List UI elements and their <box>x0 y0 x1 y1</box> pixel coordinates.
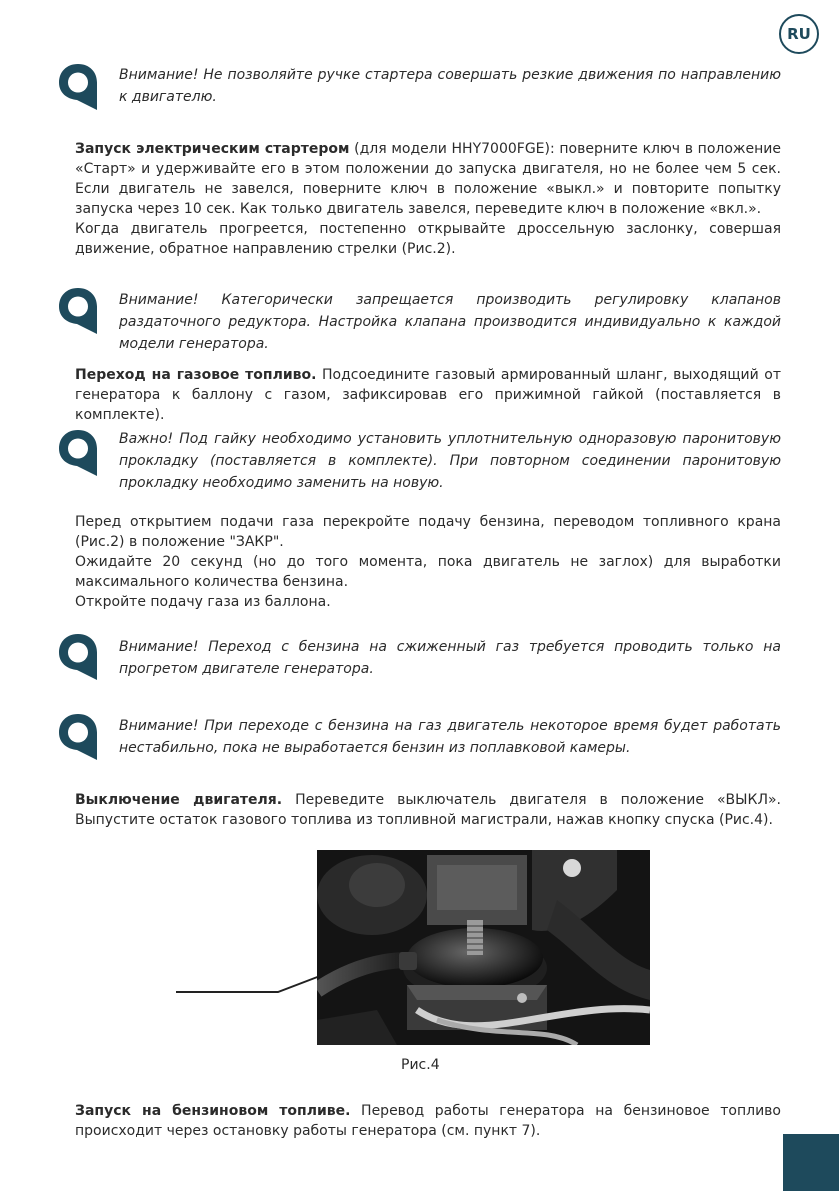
generator-gas-reducer-photo <box>317 850 650 1045</box>
gas-switch-text: Подсоедините газовый армированный шланг, выходящий от генератора к баллону с газом, зафиксировав его прижимной гайкой (поставляется в комплекте). <box>75 367 781 423</box>
gas-switch-section <box>75 365 781 425</box>
note-starter-handle: Внимание! Не позволяйте ручке стартера совершать резкие движения по направлению к двигателю. <box>119 67 781 105</box>
electric-start-heading: Запуск электрическим стартером <box>75 141 350 157</box>
shutdown-heading: Выключение двигателя. <box>75 792 283 808</box>
note-warm-engine: Внимание! Переход с бензина на сжиженный газ требуется проводить только на прогретом двигателе генератора. <box>119 639 781 677</box>
figure-caption: Рис.4 <box>401 1057 440 1073</box>
electric-start-section <box>75 139 781 259</box>
note-gasket: Важно! Под гайку необходимо установить уплотнительную одноразовую паронитовую прокладку (поставляется в комплекте). При повторном соединении паронитовую прокладку необходимо заменить на новую. <box>119 431 781 491</box>
petrol-start-text: Перевод работы генератора на бензиновое топливо происходит через остановку работы генератора (см. пункт 7). <box>75 1103 781 1139</box>
gas-step-3: Откройте подачу газа из баллона. <box>75 594 331 610</box>
gas-step-1: Перед открытием подачи газа перекройте подачу бензина, переводом топливного крана (Рис.2) в положение "ЗАКР". <box>75 514 781 550</box>
page-corner-tab <box>783 1134 839 1191</box>
language-badge: RU <box>779 14 819 54</box>
electric-start-text: (для модели HHY7000FGE): поверните ключ в положение «Старт» и удерживайте его в этом положении до запуска двигателя, но не более чем 5 сек. Если двигатель не завелся, поверните ключ в положение «выкл.» и повторите попытку запуска через 10 сек. Как только двигатель завелся, переведите ключ в положение «вкл.». <box>75 141 781 217</box>
shutdown-text: Переведите выключатель двигателя в положение «ВЫКЛ». Выпустите остаток газового топлива из топливной магистрали, нажав кнопку спуска (Рис.4). <box>75 792 781 828</box>
note-unstable-running: Внимание! При переходе с бензина на газ двигатель некоторое время будет работать нестабильно, пока не выработается бензин из поплавковой камеры. <box>119 718 781 756</box>
warning-pin-icon <box>57 632 99 682</box>
gas-switch-heading: Переход на газовое топливо. <box>75 367 317 383</box>
petrol-start-section <box>75 1101 781 1141</box>
gas-steps-section <box>75 512 781 612</box>
warning-pin-icon <box>57 286 99 336</box>
gas-step-2: Ожидайте 20 секунд (но до того момента, пока двигатель не заглох) для выработки максимального количества бензина. <box>75 554 781 590</box>
warning-pin-icon <box>57 712 99 762</box>
electric-start-text-2: Когда двигатель прогреется, постепенно открывайте дроссельную заслонку, совершая движение, обратное направлению стрелки (Рис.2). <box>75 221 781 257</box>
shutdown-section <box>75 790 781 830</box>
warning-pin-icon <box>57 62 99 112</box>
figure-leader-line <box>170 970 330 1000</box>
note-valve-adjustment: Внимание! Категорически запрещается производить регулировку клапанов раздаточного редуктора. Настройка клапана производится индивидуально к каждой модели генератора. <box>119 292 781 352</box>
warning-pin-icon <box>57 428 99 478</box>
petrol-start-heading: Запуск на бензиновом топливе. <box>75 1103 351 1119</box>
